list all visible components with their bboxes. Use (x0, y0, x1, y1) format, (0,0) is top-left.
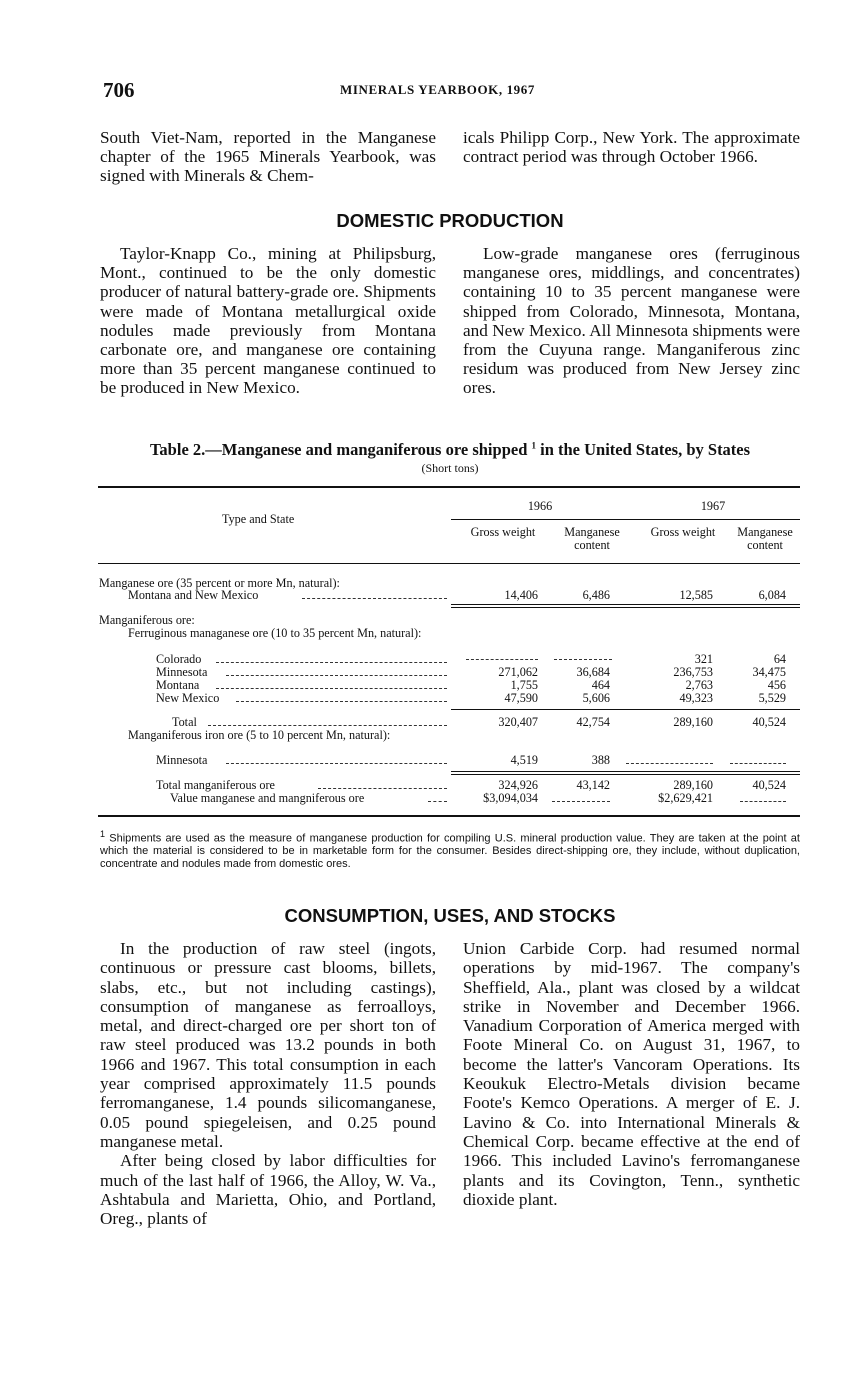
cell-value: 4,519 (510, 753, 538, 767)
cell-value: 388 (591, 753, 610, 767)
table-title-footnote-mark: 1 (531, 440, 536, 451)
cell-value: 5,606 (582, 691, 610, 705)
row-label: Colorado (156, 652, 202, 666)
domestic-right-column (463, 244, 800, 398)
consumption-left-column (100, 939, 436, 1228)
stub-header: Type and State (222, 512, 295, 526)
cell-value: 49,323 (679, 691, 713, 705)
cell-value: $2,629,421 (658, 791, 713, 805)
dot-leader (226, 763, 447, 764)
running-title: MINERALS YEARBOOK, 1967 (340, 82, 535, 97)
row-label: Minnesota (156, 753, 208, 767)
cell-value: 47,590 (504, 691, 538, 705)
group-manganese-ore: Manganese ore (35 percent or more Mn, natural): (99, 576, 340, 590)
dot-leader (302, 598, 447, 599)
empty-cell-dash (740, 801, 786, 802)
domestic-left-text: Taylor-Knapp Co., mining at Philipsburg, Mont., continued to be the only domestic producer of natural battery-grade ore. Shipments were made of Montana metallurgical oxide nodules made previously from Montana carbonate ore, and manganese ore containing more than 35 percent manganese continued to be produced in New Mexico. (100, 244, 436, 398)
table-footnote (100, 828, 800, 871)
subgroup-ferruginous-text: Ferruginous managanese ore (10 to 35 percent Mn, natural): (128, 626, 422, 640)
table-bottom-rule (98, 815, 800, 817)
dot-leader (236, 701, 447, 702)
cell-value: 236,753 (673, 665, 713, 679)
cell-value: 289,160 (673, 778, 713, 792)
col-manganese-1967: Manganese content (737, 525, 793, 552)
intro-right-column (463, 128, 800, 166)
cell-value: 324,926 (498, 778, 538, 792)
table-title-tail: in the United States, by States (536, 440, 751, 459)
table-top-rule (98, 486, 800, 488)
intro-left-text: South Viet-Nam, reported in the Manganese chapter of the 1965 Minerals Yearbook, was signed with Minerals & Chem- (100, 128, 436, 186)
empty-cell-dash (466, 659, 538, 660)
cell-value: 6,084 (758, 588, 786, 602)
year-header-rule (451, 519, 800, 520)
consumption-heading: CONSUMPTION, USES, AND STOCKS (284, 905, 616, 926)
empty-cell-dash (554, 659, 612, 660)
dot-leader (216, 688, 447, 689)
dot-leader (208, 725, 447, 726)
total-rule (451, 604, 800, 605)
table-title (96, 440, 804, 460)
cell-value: 289,160 (673, 715, 713, 729)
cell-value: $3,094,034 (483, 791, 538, 805)
row-label: Montana (156, 678, 200, 692)
subgroup-manganiferous-iron (128, 729, 450, 741)
dot-leader (216, 662, 447, 663)
footnote-mark: 1 (100, 829, 106, 839)
intro-right-text: icals Philipp Corp., New York. The approximate contract period was through October 1966. (463, 128, 800, 167)
intro-left-column (100, 128, 436, 186)
row-label: Total (172, 715, 197, 729)
subtotal-rule (451, 709, 800, 710)
year-1967-header: 1967 (700, 499, 726, 513)
domestic-production-heading: DOMESTIC PRODUCTION (336, 210, 564, 231)
cell-value: 40,524 (752, 715, 786, 729)
cell-value: 1,755 (510, 678, 538, 692)
col-gross-1966: Gross weight (470, 525, 536, 539)
subgroup-ferruginous (128, 627, 450, 639)
footnote-text: Shipments are used as the measure of manganese production for compiling U.S. mineral production value. They are taken at the point at which the material is considered to be in marketable form for the consumer. Besides direct-shipping ore, they include, without duplication, concentrate and nodules made from domestic ores. (100, 832, 800, 871)
consumption-right-text: Union Carbide Corp. had resumed normal operations by mid-1967. The company's Sheffield, Ala., plant was closed by a wildcat strike in November and December 1966. Vanadium Corporation of America merged with Foote Mineral Co. on August 31, 1967, to become the latter's Vancoram Operations. Its Keoukuk Electro-Metals division became Foote's Kemco Operations. A merger of E. J. Lavino & Co. into International Minerals & Chemical Corp. became effective at the end of 1966. This included Lavino's ferromanganese plants and its Covington, Tenn., synthetic dioxide plant. (463, 939, 800, 1209)
domestic-right-text: Low-grade manganese ores (ferruginous manganese ores, middlings, and concentrates) containing 10 to 35 percent manganese were shipped from Colorado, Minnesota, Montana, and New Mexico. All Minnesota shipments were from the Cuyuna range. Manganiferous zinc residum was produced from New Jersey zinc ores. (463, 244, 800, 398)
cell-value: 43,142 (576, 778, 610, 792)
table-subtitle: (Short tons) (421, 461, 479, 475)
total-rule (451, 774, 800, 775)
row-label: Montana and New Mexico (128, 588, 259, 602)
dot-leader (226, 675, 447, 676)
domestic-left-column (100, 244, 436, 398)
cell-value: 40,524 (752, 778, 786, 792)
row-label: New Mexico (156, 691, 220, 705)
year-1966-header: 1966 (527, 499, 553, 513)
cell-value: 464 (591, 678, 610, 692)
row-label: Total manganiferous ore (156, 778, 275, 792)
header-bottom-rule (98, 563, 800, 564)
consumption-left-paragraph-2: After being closed by labor difficulties for much of the last half of 1966, the Alloy, W. Va., Ashtabula and Marietta, Ohio, and Portland, Oreg., plants of (100, 1151, 436, 1229)
cell-value: 14,406 (504, 588, 538, 602)
empty-cell-dash (552, 801, 610, 802)
cell-value: 271,062 (498, 665, 538, 679)
cell-value: 321 (694, 652, 713, 666)
page-number: 706 (103, 78, 135, 102)
empty-cell-dash (626, 763, 713, 764)
dot-leader (428, 801, 447, 802)
cell-value: 64 (773, 652, 786, 666)
cell-value: 12,585 (679, 588, 713, 602)
col-gross-1967: Gross weight (650, 525, 716, 539)
cell-value: 36,684 (576, 665, 610, 679)
cell-value: 42,754 (576, 715, 610, 729)
consumption-right-column (463, 939, 800, 1209)
total-rule (451, 771, 800, 772)
cell-value: 34,475 (752, 665, 786, 679)
col-manganese-1966: Manganese content (564, 525, 620, 552)
group-manganiferous-ore: Manganiferous ore: (99, 613, 195, 627)
total-rule (451, 607, 800, 608)
cell-value: 320,407 (498, 715, 538, 729)
dot-leader (318, 788, 447, 789)
empty-cell-dash (730, 763, 786, 764)
row-label: Minnesota (156, 665, 208, 679)
cell-value: 5,529 (758, 691, 786, 705)
table-title-text: Table 2.—Manganese and manganiferous ore shipped (149, 440, 528, 459)
cell-value: 6,486 (582, 588, 610, 602)
cell-value: 456 (767, 678, 786, 692)
row-label: Value manganese and mangniferous ore (170, 791, 365, 805)
subgroup-manganiferous-iron-text: Manganiferous iron ore (5 to 10 percent Mn, natural): (128, 728, 391, 742)
cell-value: 2,763 (685, 678, 713, 692)
consumption-left-paragraph-1: In the production of raw steel (ingots, continuous or pressure cast blooms, billets, slabs, etc., but not including castings), consumption of manganese as ferroalloys, metal, and direct-charged ore per short ton of raw steel produced was 13.2 pounds in both 1966 and 1967. This total consumption in each year comprised approximately 11.5 pounds ferromanganese, 1.4 pounds silicomanganese, 0.05 pound spiegeleisen, and 0.25 pound manganese metal. (100, 939, 436, 1151)
